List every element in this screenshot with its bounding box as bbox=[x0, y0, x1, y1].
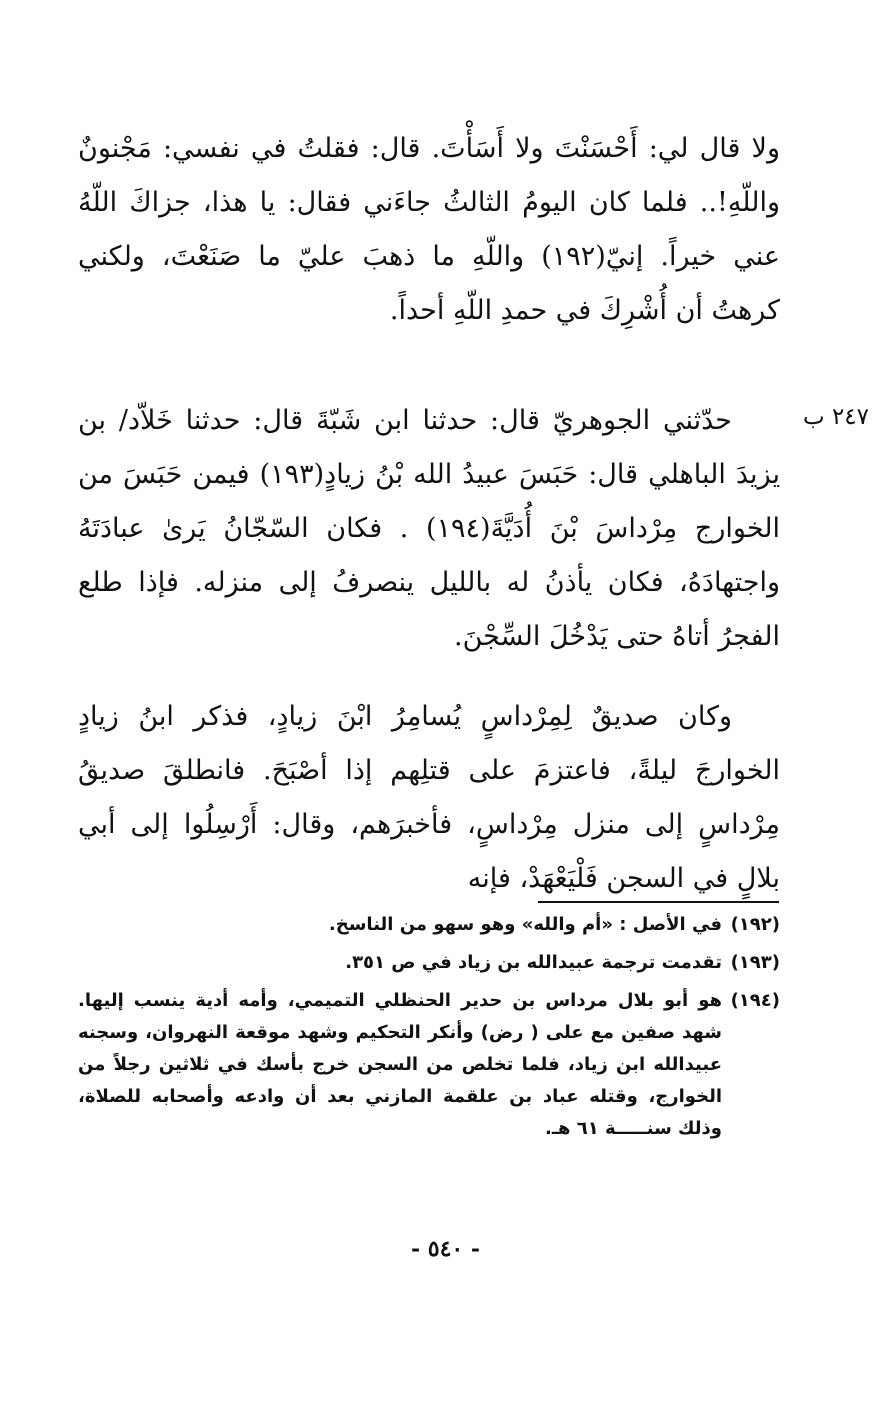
footnote-text: في الأصل : «أم والله» وهو سهو من الناسخ. bbox=[328, 914, 722, 935]
body-paragraph-1 bbox=[78, 122, 780, 338]
footnote-text: تقدمت ترجمة عبيدالله بن زياد في ص ٣٥١. bbox=[345, 952, 722, 973]
paragraph-text: ولا قال لي: أَحْسَنْتَ ولا أَسَأْتَ. قال: فقلتُ في نفسي: مَجْنونٌ واللّهِ!.. فلما كان اليومُ الثالثُ جاءَني فقال: يا هذا، جزاكَ اللّهُ عني خيراً. إنيّ(١٩٢) واللّهِ ما ذهبَ عليّ ما صَنَعْتَ، ولكني كرهتُ أن أُشْرِكَ في حمدِ اللّهِ أحداً. bbox=[78, 133, 780, 326]
footnotes-section bbox=[78, 909, 780, 1151]
footnote-194 bbox=[78, 985, 780, 1145]
footnote-text: هو أبو بلال مرداس بن حدير الحنظلي التميمي، وأمه أدية ينسب إليها. شهد صفين مع على ( رض) وأنكر التحكيم وشهد موقعة النهروان، وسجنه عبيدالله ابن زياد، فلما تخلص من السجن خرج بأسك في ثلاثين رجلاً من الخوارج، وقتله عباد بن علقمة المازني بعد أن وادعه وأصحابه للصلاة، وذلك سنـــــة ٦١ هـ. bbox=[78, 990, 722, 1139]
footnote-number: (١٩٤) bbox=[730, 990, 780, 1011]
footnote-divider bbox=[538, 901, 779, 903]
footnote-192 bbox=[78, 909, 780, 941]
page-number: - ٥٤٠ - bbox=[410, 1236, 481, 1262]
footnote-193 bbox=[78, 947, 780, 979]
manuscript-folio-marker: ٢٤٧ ب bbox=[802, 404, 869, 430]
body-paragraph-3 bbox=[78, 690, 780, 906]
footnote-number: (١٩٣) bbox=[730, 952, 780, 973]
paragraph-text: وكان صديقٌ لِمِرْداسٍ يُسامِرُ ابْنَ زيادٍ، فذكر ابنُ زيادٍ الخوارجَ ليلةً، فاعتزمَ على قتلِهم إذا أصْبَحَ. فانطلقَ صديقُ مِرْداسٍ إلى منزل مِرْداسٍ، فأخبرَهم، وقال: أَرْسِلُوا إلى أبي بلالٍ في السجن فَلْيَعْهَدْ، فإنه bbox=[78, 701, 780, 894]
body-paragraph-2 bbox=[78, 394, 780, 664]
footnote-number: (١٩٢) bbox=[730, 914, 780, 935]
paragraph-text: حدّثني الجوهريّ قال: حدثنا ابن شَبّةَ قال: حدثنا خَلاّد/ بن يزيدَ الباهلي قال: حَبَسَ عبيدُ الله بْنُ زيادٍ(١٩٣) فيمن حَبَسَ من الخوارج مِرْداسَ بْنَ أُدَيَّةَ(١٩٤) . فكان السّجّانُ يَرىٰ عبادَتَهُ واجتهادَهُ، فكان يأذنُ له بالليل ينصرفُ إلى منزله. فإذا طلع الفجرُ أتاهُ حتى يَدْخُلَ السِّجْنَ. bbox=[78, 405, 780, 652]
